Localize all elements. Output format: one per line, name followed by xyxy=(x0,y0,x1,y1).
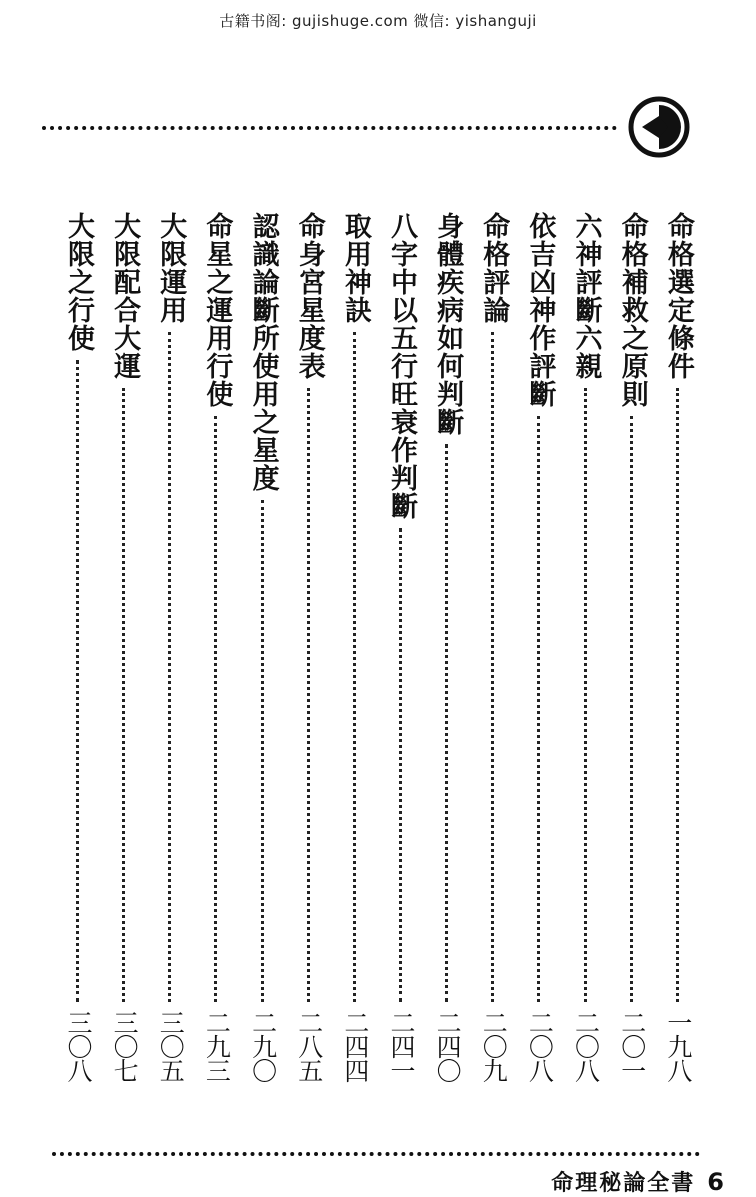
toc-entry-page: 二〇九 xyxy=(479,1010,509,1082)
table-of-contents xyxy=(58,212,698,1102)
toc-entry-title: 命格選定條件 xyxy=(662,212,694,380)
toc-entry-title: 依吉凶神作評斷 xyxy=(524,212,556,408)
toc-entry xyxy=(519,212,559,1102)
toc-entry-title: 六神評斷六親 xyxy=(570,212,602,380)
toc-leader-dots xyxy=(399,528,402,1002)
toc-entry xyxy=(381,212,421,1102)
toc-leader-dots xyxy=(537,416,540,1002)
page-number: 6 xyxy=(707,1168,726,1196)
page-footer xyxy=(551,1166,726,1197)
book-title: 命理秘論全書 xyxy=(551,1170,696,1196)
toc-entry xyxy=(658,212,698,1102)
toc-entry-page: 二九〇 xyxy=(248,1010,278,1082)
toc-entry-title: 大限之行使 xyxy=(63,212,94,352)
toc-entry-page: 二八五 xyxy=(294,1010,324,1082)
toc-leader-dots xyxy=(168,332,171,1002)
toc-leader-dots xyxy=(676,388,679,1002)
toc-leader-dots xyxy=(353,332,356,1002)
toc-leader-dots xyxy=(122,388,125,1002)
toc-entry-title: 大限運用 xyxy=(155,212,187,324)
toc-entry xyxy=(427,212,467,1102)
toc-leader-dots xyxy=(491,332,494,1002)
toc-entry-title: 大限配合大運 xyxy=(109,212,141,380)
toc-leader-dots xyxy=(76,360,79,1002)
toc-entry-page: 三〇五 xyxy=(156,1010,186,1082)
toc-entry-page: 二四四 xyxy=(340,1010,370,1082)
toc-leader-dots xyxy=(261,500,264,1002)
toc-entry xyxy=(104,212,144,1102)
toc-entry xyxy=(473,212,513,1102)
toc-entry xyxy=(196,212,236,1102)
toc-entry xyxy=(243,212,283,1102)
toc-entry-title: 命格評論 xyxy=(478,212,510,324)
toc-leader-dots xyxy=(630,416,633,1002)
toc-entry-page: 三〇八 xyxy=(64,1010,93,1082)
toc-entry-title: 身體疾病如何判斷 xyxy=(432,212,464,436)
toc-entry-page: 二〇一 xyxy=(617,1010,647,1082)
toc-entry-page: 二四〇 xyxy=(433,1010,463,1082)
toc-entry-title: 命身宮星度表 xyxy=(293,212,325,380)
toc-entry-title: 八字中以五行旺衰作判斷 xyxy=(385,212,417,520)
toc-entry-title: 認識論斷所使用之星度 xyxy=(247,212,279,492)
toc-entry-page: 一九八 xyxy=(663,1010,693,1082)
top-dotted-rule xyxy=(42,126,617,130)
toc-leader-dots xyxy=(584,388,587,1002)
toc-entry-page: 三〇七 xyxy=(110,1010,140,1082)
toc-entry-page: 二〇八 xyxy=(571,1010,601,1082)
toc-leader-dots xyxy=(214,416,217,1002)
publisher-logo-icon xyxy=(628,96,690,158)
toc-entry-title: 取用神訣 xyxy=(339,212,371,324)
bottom-dotted-rule xyxy=(52,1152,700,1156)
toc-entry-page: 二四一 xyxy=(386,1010,416,1082)
watermark-text: 古籍书阁: gujishuge.com 微信: yishanguji xyxy=(219,12,537,30)
toc-entry xyxy=(335,212,375,1102)
toc-leader-dots xyxy=(307,388,310,1002)
toc-entry-page: 二九三 xyxy=(202,1010,232,1082)
toc-entry xyxy=(289,212,329,1102)
toc-leader-dots xyxy=(445,444,448,1002)
toc-entry-title: 命星之運用行使 xyxy=(201,212,233,408)
toc-entry xyxy=(150,212,190,1102)
toc-entry xyxy=(58,212,98,1102)
toc-entry xyxy=(612,212,652,1102)
toc-entry-title: 命格補救之原則 xyxy=(616,212,648,408)
toc-entry xyxy=(566,212,606,1102)
toc-entry-page: 二〇八 xyxy=(525,1010,555,1082)
